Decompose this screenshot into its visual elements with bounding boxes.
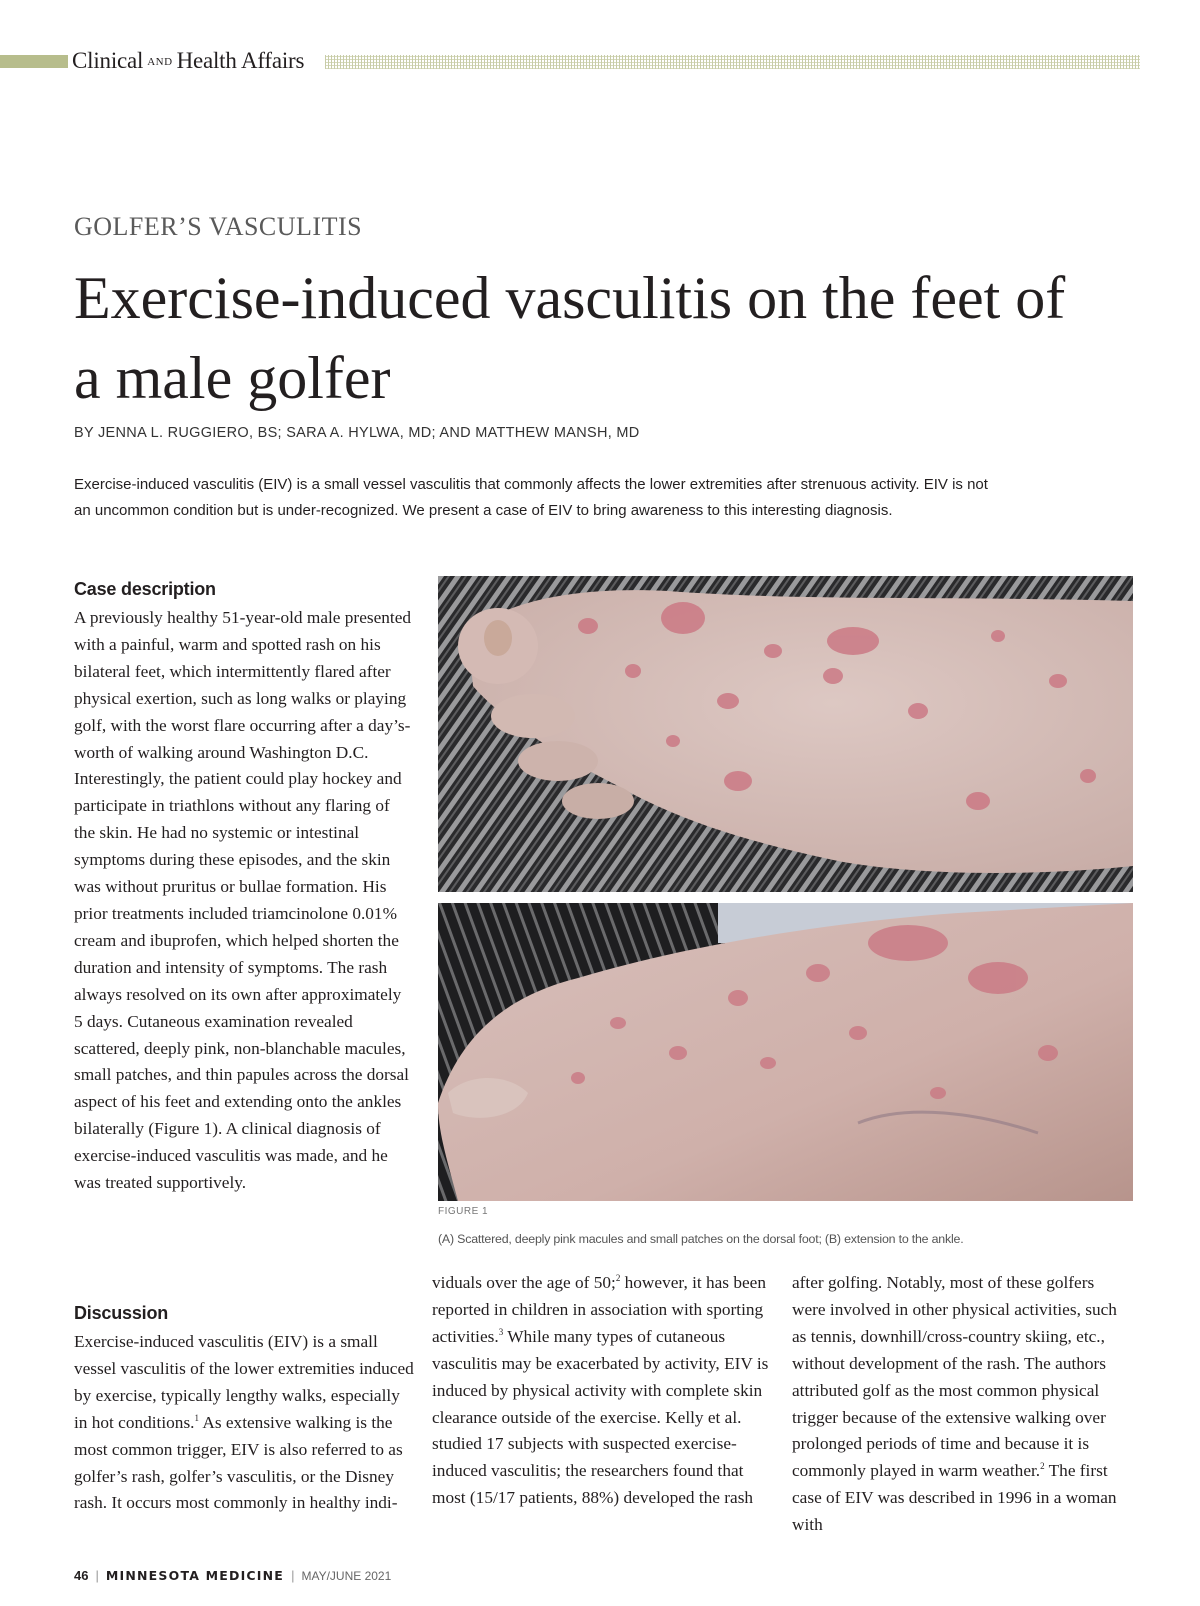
discussion-col1-text [74,1329,414,1517]
discussion-col1-part-a: Exercise-induced vasculitis (EIV) is a small vessel vasculitis of the lower extremities induced by exercise, typically lengthy walks, especially in hot conditions. [74,1332,414,1432]
reference-superscript: 1 [194,1412,199,1423]
section-title-right: Health Affairs [176,48,305,73]
page-number: 46 [74,1568,89,1583]
discussion-col3-part-a: after golfing. Notably, most of these golfers were involved in other physical activities, such as tennis, downhill/cross-country skiing, etc., without development of the rash. The authors attributed golf as the most common physical trigger because of the extensive walking over prolonged periods of time and because it is commonly played in warm weather. [792,1273,1117,1481]
discussion-col2-part-b: however, it has been reported in children in association with sporting activities. [432,1273,766,1346]
discussion-heading: Discussion [74,1303,169,1323]
discussion-col3-text [792,1270,1132,1539]
figure-1-panel-b-photo [438,903,1133,1201]
page-footer [74,1568,391,1583]
reference-superscript: 2 [1040,1461,1045,1472]
header-color-swatch [0,55,68,68]
section-title-and: AND [147,56,173,68]
discussion-col2-part-a: viduals over the age of 50; [432,1273,616,1292]
footer-divider: | [291,1568,295,1583]
figure-caption: (A) Scattered, deeply pink macules and small patches on the dorsal foot; (B) extension to the ankle. [438,1232,964,1246]
article-kicker: GOLFER’S VASCULITIS [74,212,363,241]
discussion-col3-part-b: The first case of EIV was described in 1996 in a woman with [792,1461,1117,1535]
header-pattern-band [325,55,1140,69]
discussion-column-3 [792,1270,1132,1539]
case-heading: Case description [74,579,216,599]
figure-label: FIGURE 1 [438,1206,489,1217]
reference-superscript: 2 [615,1273,621,1283]
issue-date: MAY/JUNE 2021 [301,1569,392,1583]
magazine-name: MINNESOTA MEDICINE [105,1568,285,1583]
article-byline: BY JENNA L. RUGGIERO, BS; SARA A. HYLWA, MD; AND MATTHEW MANSH, MD [74,425,640,441]
section-title [72,48,304,74]
reference-superscript: 3 [498,1326,504,1337]
footer-divider: | [95,1568,99,1583]
section-title-left: Clinical [72,48,144,73]
discussion-col1-part-b: As extensive walking is the most common trigger, EIV is also referred to as golfer’s rash, golfer’s vasculitis, or the Disney rash. It occurs most commonly in healthy indi- [74,1412,403,1513]
article-title: Exercise-induced vasculitis on the feet of a male golfer [74,265,1066,411]
article-abstract: Exercise-induced vasculitis (EIV) is a small vessel vasculitis that commonly affects the lower extremities after strenuous activity. EIV is not an uncommon condition but is under-recognized. We present a case of EIV to bring awareness to this interesting diagnosis. [74,476,988,519]
discussion-col2-part-c: While many types of cutaneous vasculitis may be exacerbated by activity, EIV is induced by physical activity with complete skin clearance outside of the exercise. Kelly et al. studied 17 subjects with suspected exercise-induced vasculitis; the researchers found that most (15/17 patients, 88%) developed the rash [432,1326,769,1508]
discussion-column-2 [432,1270,772,1512]
case-description-section [74,578,414,1197]
case-body: A previously healthy 51-year-old male presented with a painful, warm and spotted rash on his bilateral feet, which intermittently flared after physical exertion, such as long walks or playing golf, with the worst flare occurring after a day’s-worth of walking around Washington D.C. Interestingly, the patient could play hockey and participate in triathlons without any flaring of the skin. He had no systemic or intestinal symptoms during these episodes, and the skin was without pruritus or bullae formation. His prior treatments included triamcinolone 0.01% cream and ibuprofen, which helped shorten the duration and intensity of symptoms. The rash always resolved on its own after approximately 5 days. Cutaneous examination revealed scattered, deeply pink, non-blanchable macules, small patches, and thin papules across the dorsal aspect of his feet and extending onto the ankles bilaterally (Figure 1). A clinical diagnosis of exercise-induced vasculitis was made, and he was treated supportively. [74,608,412,1193]
section-header [0,50,1140,72]
discussion-section [74,1302,414,1517]
figure-1-panel-a-photo [438,576,1133,892]
discussion-col2-text [432,1270,772,1512]
